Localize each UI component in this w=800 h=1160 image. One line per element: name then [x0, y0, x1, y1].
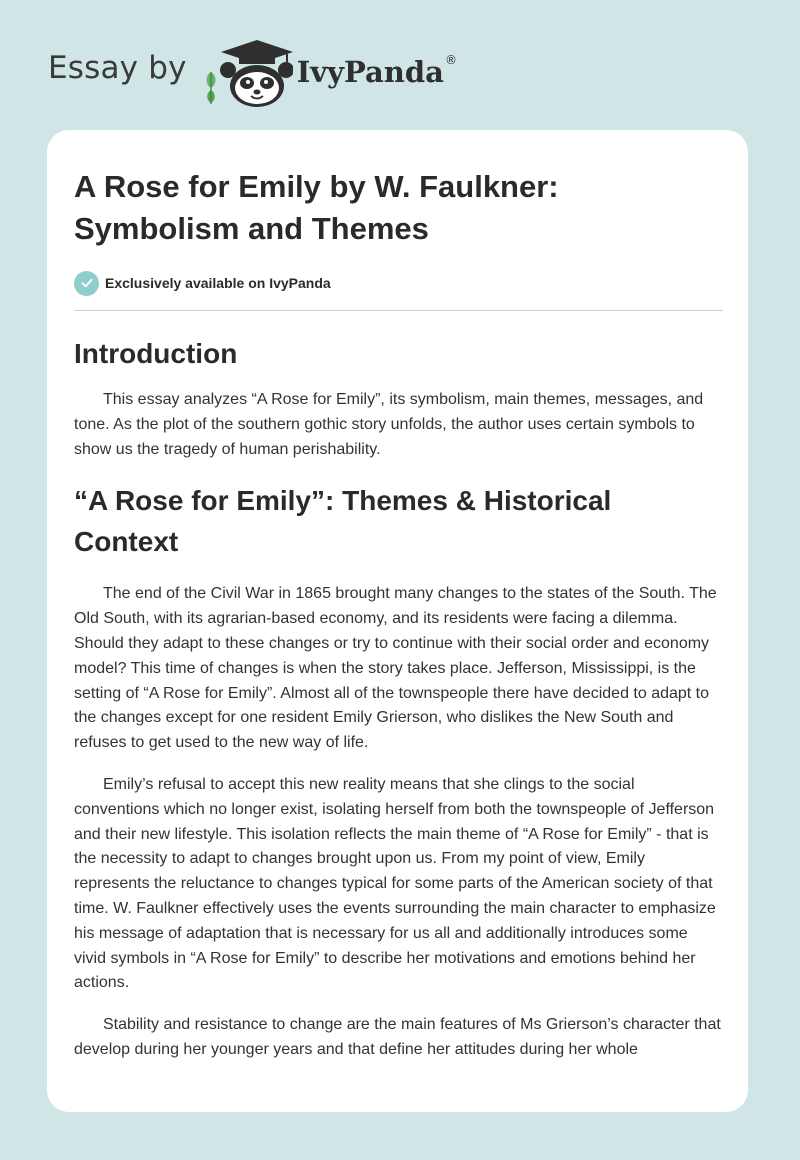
section-heading-introduction: Introduction [74, 338, 238, 369]
paragraph: The end of the Civil War in 1865 brought many changes to the states of the South. The Old South, with its agrarian-based economy, and its residents were facing a dilemma. Should they adapt to these changes or try to continue with their social order and economy model? This time of changes is when the story takes place. Jefferson, Mississippi, is the setting of “A Rose for Emily”. Almost all of the townspeople there have decided to adapt to the changes except for one resident Emily Grierson, who dislikes the New South and refuses to get used to the new way of life. [74, 585, 717, 752]
paragraph: This essay analyzes “A Rose for Emily”, its symbolism, main themes, messages, and tone. As the plot of the southern gothic story unfolds, the author uses certain symbols to show us the tragedy of human perishability. [74, 391, 704, 458]
ivy-leaf-icon [206, 72, 215, 104]
exclusive-label: Exclusively available on IvyPanda [105, 275, 331, 291]
essay-title: A Rose for Emily by W. Faulkner: Symbolism and Themes [74, 169, 559, 246]
brand-name: IvyPanda [296, 55, 444, 89]
divider [74, 310, 723, 311]
essay-content [74, 166, 723, 1063]
exclusive-badge [74, 270, 723, 296]
section-heading-themes: “A Rose for Emily”: Themes & Historical Context [74, 485, 612, 558]
paragraph: Emily’s refusal to accept this new reality means that she clings to the social conventions which no longer exist, isolating herself from both the townspeople of Jefferson and their new lifestyle. This isolation reflects the main theme of “A Rose for Emily” - that is the necessity to adapt to changes brought upon us. From my point of view, Emily represents the reluctance to changes typical for some parts of the American society of that time. W. Faulkner effectively uses the events surrounding the main character to emphasize his message of adaptation that is necessary for us all and additionally introduces some vivid symbols in “A Rose for Emily” to describe her motivations and emotions behind her actions. [74, 775, 716, 992]
essay-card [47, 130, 748, 1112]
registered-mark: ® [444, 53, 457, 67]
check-icon [74, 271, 99, 296]
site-logo[interactable] [48, 36, 457, 108]
essay-by-label: Essay by [48, 50, 187, 86]
paragraph: Stability and resistance to change are the main features of Ms Grierson’s character that develop during her younger years and that define her attitudes during her whole [74, 1016, 721, 1058]
panda-logo-icon [201, 36, 293, 108]
